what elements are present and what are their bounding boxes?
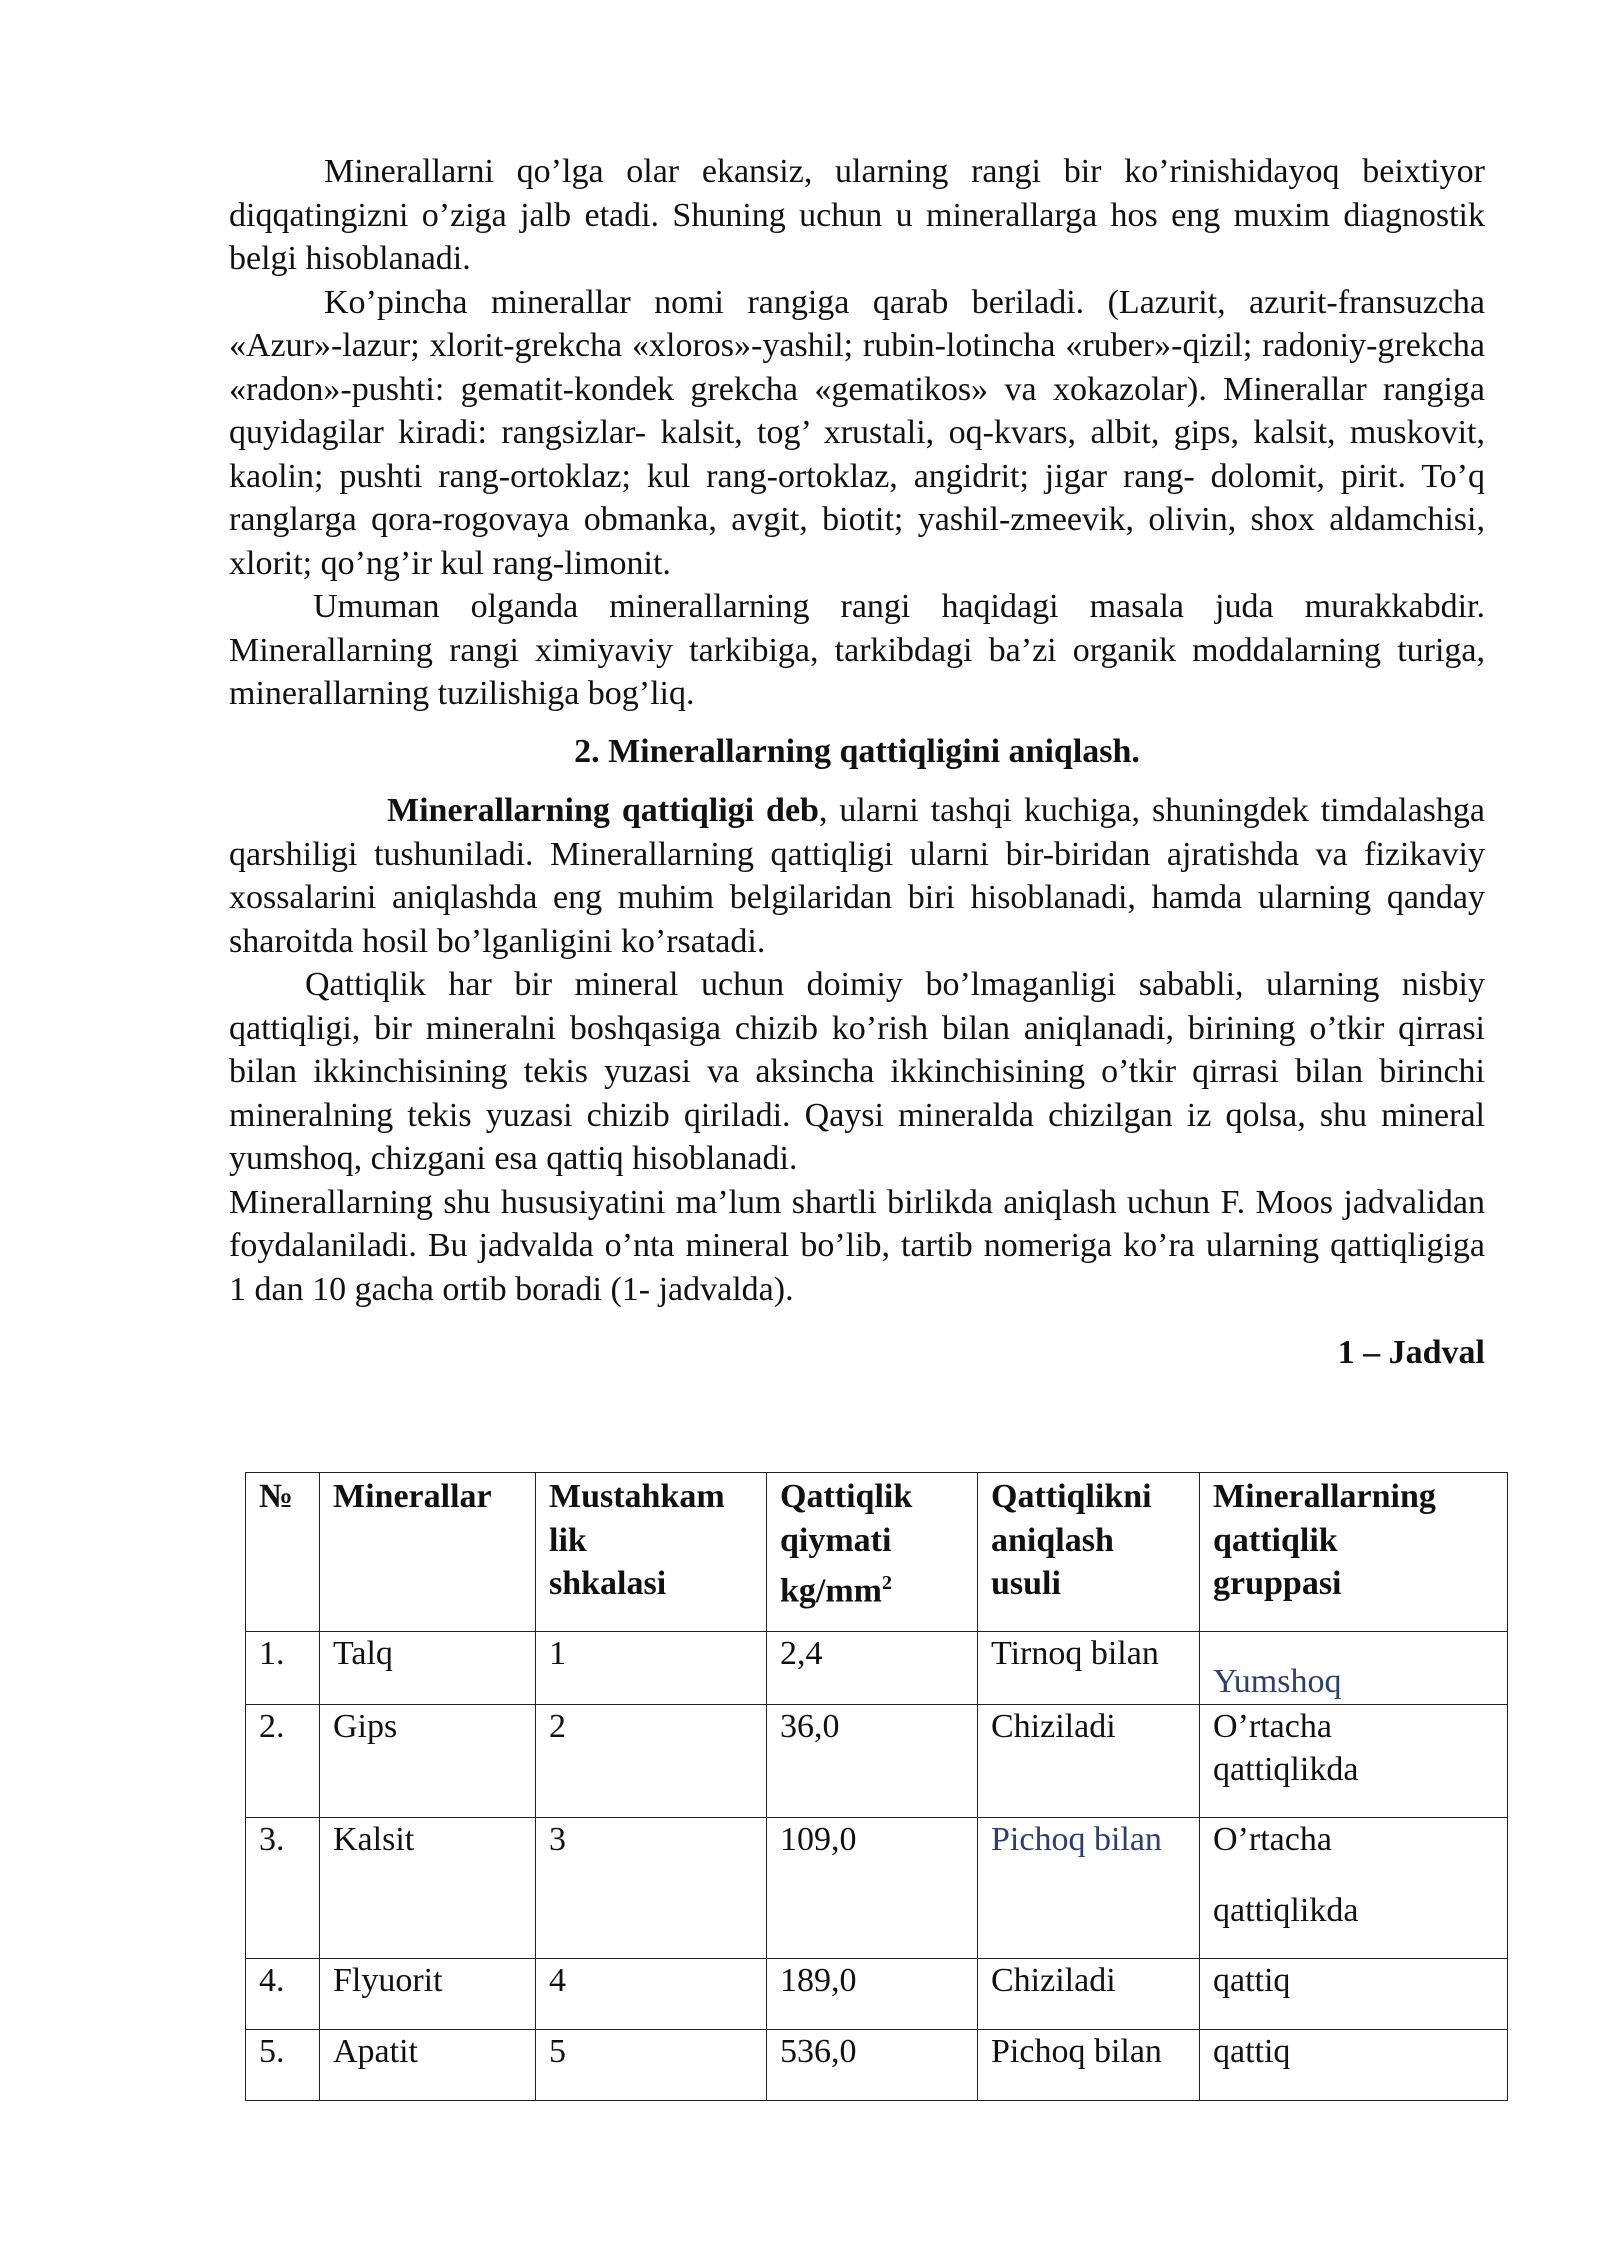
cell-group: qattiq — [1200, 1958, 1508, 2029]
header-hardness-group: Minerallarning qattiqlik gruppasi — [1200, 1473, 1508, 1632]
cell-number: 4. — [246, 1958, 320, 2029]
table-row — [246, 1632, 1508, 1705]
cell-mineral: Gips — [320, 1704, 536, 1817]
cell-scale: 5 — [536, 2029, 767, 2100]
table-row — [246, 1958, 1508, 2029]
document-body — [229, 150, 1485, 1393]
header-number: № — [246, 1473, 320, 1632]
hardness-term: Minerallarning qattiqligi deb — [387, 792, 819, 829]
cell-mineral: Apatit — [320, 2029, 536, 2100]
cell-method: Chiziladi — [978, 1704, 1200, 1817]
header-method: Qattiqlikni aniqlash usuli — [978, 1473, 1200, 1632]
section-heading: 2. Minerallarning qattiqligini aniqlash. — [574, 732, 1140, 770]
cell-group: O’rtacha qattiqlikda — [1200, 1704, 1508, 1817]
paragraph-color-complexity: Umuman olganda minerallarning rangi haqidagi masala juda murakkabdir. Minerallarning rangi ximiyaviy tarkibiga, tarkibdagi ba’zi organik moddalarning turiga, minerallarning tuzilishiga bog’liq. — [229, 588, 1485, 712]
hardness-definition-text: , ularni tashqi kuchiga, shuningdek timdalashga qarshiligi tushuniladi. Minerallarning qattiqligi ularni bir-biridan ajratishda va fizikaviy xossalarini aniqlashda eng muhim belgilaridan biri hisoblanadi, hamda ularning qanday sharoitda hosil bo’lganligini ko’rsatadi. — [229, 792, 1485, 960]
cell-group: O’rtacha qattiqlikda — [1200, 1817, 1508, 1958]
cell-mineral: Flyuorit — [320, 1958, 536, 2029]
moos-hardness-table — [245, 1472, 1508, 2101]
cell-scale: 4 — [536, 1958, 767, 2029]
cell-number: 5. — [246, 2029, 320, 2100]
header-minerals: Minerallar — [320, 1473, 536, 1632]
cell-method: Chiziladi — [978, 1958, 1200, 2029]
cell-number: 2. — [246, 1704, 320, 1817]
cell-method: Pichoq bilan — [978, 1817, 1200, 1958]
cell-number: 1. — [246, 1632, 320, 1705]
table-row — [246, 1704, 1508, 1817]
cell-value: 189,0 — [767, 1958, 978, 2029]
header-hardness-value: Qattiqlik qiymati $kg/mm^2$ — [767, 1473, 978, 1632]
cell-value: 2,4 — [767, 1632, 978, 1705]
cell-group: qattiq — [1200, 2029, 1508, 2100]
cell-method: Pichoq bilan — [978, 2029, 1200, 2100]
cell-scale: 3 — [536, 1817, 767, 1958]
table-row — [246, 2029, 1508, 2100]
cell-value: 536,0 — [767, 2029, 978, 2100]
cell-value: 36,0 — [767, 1704, 978, 1817]
paragraph-relative-hardness: Qattiqlik har bir mineral uchun doimiy bo’lmaganligi sababli, ularning nisbiy qattiqligi, bir mineralni boshqasiga chizib ko’rish bilan aniqlanadi, birining o’tkir qirrasi bilan ikkinchisining tekis yuzasi va aksincha ikkinchisining o’tkir qirrasi bilan birinchi mineralning tekis yuzasi chizib qiriladi. Qaysi mineralda chizilgan iz qolsa, shu mineral yumshoq, chizgani esa qattiq hisoblanadi. — [229, 966, 1485, 1177]
cell-mineral: Talq — [320, 1632, 536, 1705]
cell-scale: 1 — [536, 1632, 767, 1705]
cell-method: Tirnoq bilan — [978, 1632, 1200, 1705]
paragraph-mineral-names: Ko’pincha minerallar nomi rangiga qarab beriladi. (Lazurit, azurit-fransuzcha «Azur»-lazur; xlorit-grekcha «xloros»-yashil; rubin-lotincha «ruber»-qizil; radoniy-grekcha «radon»-pushti: gematit-kondek grekcha «gematikos» va xokazolar). Minerallar rangiga quyidagilar kiradi: rangsizlar- kalsit, tog’ xrustali, oq-kvars, albit, gips, kalsit, muskovit, kaolin; pushti rang-ortoklaz; kul rang-ortoklaz, angidrit; jigar rang- dolomit, pirit. To’q ranglarga qora-rogovaya obmanka, avgit, biotit; yashil-zmeevik, olivin, shox aldamchisi, xlorit; qo’ng’ir kul rang-limonit. — [229, 283, 1485, 582]
paragraph-mineral-color-intro: Minerallarni qo’lga olar ekansiz, ularning rangi bir ko’rinishidayoq beixtiyor diqqatingizni o’ziga jalb etadi. Shuning uchun u minerallarga hos eng muxim diagnostik belgi hisoblanadi. — [229, 153, 1485, 277]
cell-number: 3. — [246, 1817, 320, 1958]
header-scale: Mustahkam lik shkalasi — [536, 1473, 767, 1632]
paragraph-moos-scale: Minerallarning shu hususiyatini ma’lum shartli birlikda aniqlash uchun F. Moos jadvalidan foydalaniladi. Bu jadvalda o’nta mineral bo’lib, tartib nomeriga ko’ra ularning qattiqligiga 1 dan 10 gacha ortib boradi (1- jadvalda). — [229, 1183, 1485, 1308]
table-caption: 1 – Jadval — [1337, 1334, 1485, 1371]
cell-scale: 2 — [536, 1704, 767, 1817]
cell-value: 109,0 — [767, 1817, 978, 1958]
cell-group: Yumshoq — [1200, 1632, 1508, 1705]
table-header-row — [246, 1473, 1508, 1632]
paragraph-hardness-definition — [229, 789, 1485, 963]
table-row — [246, 1817, 1508, 1958]
cell-mineral: Kalsit — [320, 1817, 536, 1958]
